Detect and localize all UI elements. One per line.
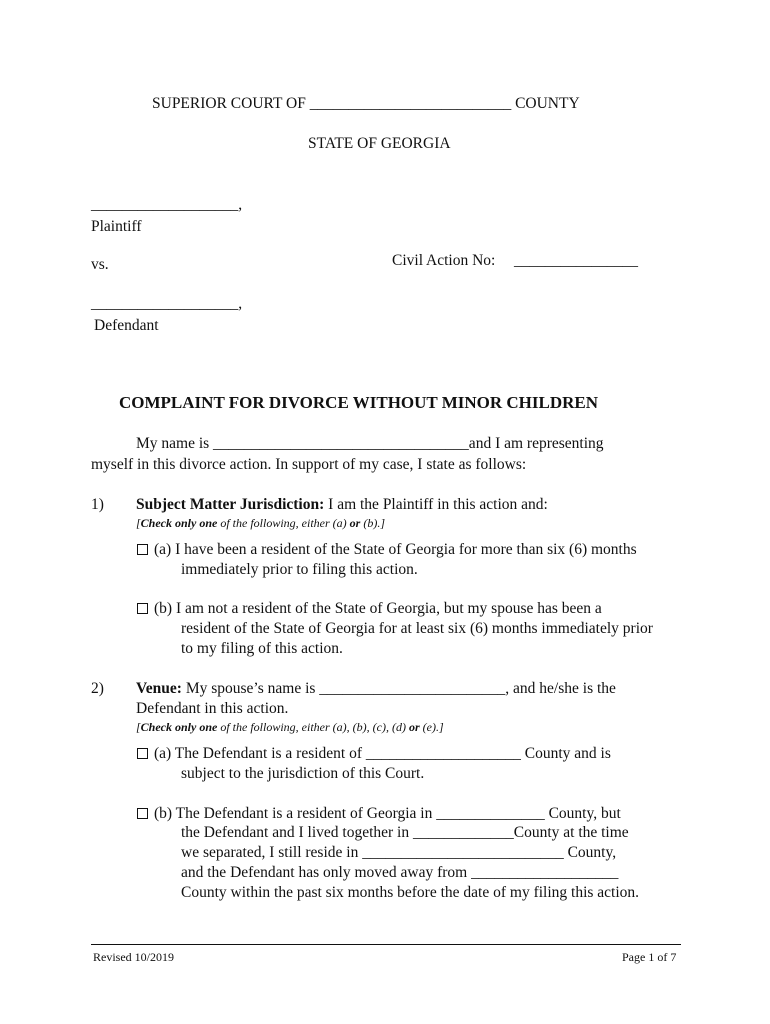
defendant-label: Defendant <box>94 317 159 334</box>
instruction-bracket: [ <box>136 516 141 530</box>
section-1-heading <box>136 495 548 515</box>
civil-action-number-field[interactable]: ________________ <box>514 252 638 269</box>
section-1-option-b[interactable] <box>137 599 602 619</box>
footer-page-number: Page 1 of 7 <box>622 950 677 964</box>
option-1b-line-2: resident of the State of Georgia for at least six (6) months immediately prior <box>181 620 653 637</box>
section-2-instruction <box>136 719 444 735</box>
section-2-heading-bold: Venue: <box>136 680 182 697</box>
section-1-option-a[interactable] <box>137 540 637 560</box>
instruction-bold: Check only one <box>140 516 218 530</box>
option-2a-line-2: subject to the jurisdiction of this Court. <box>181 765 425 782</box>
intro-line-2: myself in this divorce action. In support of my case, I state as follows: <box>91 456 527 473</box>
option-2b-line-5: County within the past six months before the date of my filing this action. <box>181 884 640 901</box>
section-1-instruction <box>136 515 385 531</box>
state-line: STATE OF GEORGIA <box>308 135 451 152</box>
footer-divider <box>91 944 681 945</box>
document-title: COMPLAINT FOR DIVORCE WITHOUT MINOR CHILDREN <box>119 393 599 412</box>
checkbox-1a[interactable] <box>137 544 148 555</box>
section-1-number: 1) <box>91 496 104 513</box>
checkbox-1b[interactable] <box>137 603 148 614</box>
section-2-heading-rest: My spouse’s name is ________________________, and he/she is the <box>181 680 616 697</box>
instruction-or: or <box>408 720 420 734</box>
checkbox-2a[interactable] <box>137 748 148 759</box>
intro-line-1: My name is _________________________________and I am representing <box>136 435 604 452</box>
section-2-line-2: Defendant in this action. <box>136 700 289 717</box>
option-1a-line-1: (a) I have been a resident of the State of Georgia for more than six (6) months <box>154 541 637 558</box>
footer-revised: Revised 10/2019 <box>93 950 174 964</box>
section-2-option-a[interactable] <box>137 744 611 764</box>
civil-action-label: Civil Action No: <box>392 252 496 269</box>
vs-label: vs. <box>91 256 109 273</box>
defendant-name-blank[interactable]: ___________________, <box>91 295 243 312</box>
checkbox-2b[interactable] <box>137 808 148 819</box>
section-2-option-b[interactable] <box>137 804 621 824</box>
instruction-text: of the following, either (a), (b), (c), (d) <box>217 720 409 734</box>
instruction-end: (e).] <box>419 720 444 734</box>
plaintiff-label: Plaintiff <box>91 218 142 235</box>
instruction-bracket: [ <box>136 720 141 734</box>
section-2-heading <box>136 679 616 699</box>
section-1-heading-bold: Subject Matter Jurisdiction: <box>136 496 325 513</box>
option-2b-line-4: and the Defendant has only moved away from ___________________ <box>181 864 619 881</box>
instruction-text: of the following, either (a) <box>217 516 350 530</box>
option-1b-line-1: (b) I am not a resident of the State of Georgia, but my spouse has been a <box>154 600 602 617</box>
section-1-heading-rest: I am the Plaintiff in this action and: <box>324 496 548 513</box>
option-2b-line-2: the Defendant and I lived together in _____________County at the time <box>181 824 629 841</box>
section-2-number: 2) <box>91 680 104 697</box>
court-line: SUPERIOR COURT OF __________________________ COUNTY <box>152 95 580 112</box>
option-1b-line-3: to my filing of this action. <box>181 640 343 657</box>
instruction-bold: Check only one <box>140 720 218 734</box>
option-2b-line-3: we separated, I still reside in __________________________ County, <box>181 844 617 861</box>
option-2a-line-1: (a) The Defendant is a resident of ____________________ County and is <box>154 745 611 762</box>
instruction-end: (b).] <box>360 516 386 530</box>
instruction-or: or <box>349 516 361 530</box>
option-1a-line-2: immediately prior to filing this action. <box>181 561 418 578</box>
option-2b-line-1: (b) The Defendant is a resident of Georgia in ______________ County, but <box>154 805 621 822</box>
plaintiff-name-blank[interactable]: ___________________, <box>91 196 243 213</box>
